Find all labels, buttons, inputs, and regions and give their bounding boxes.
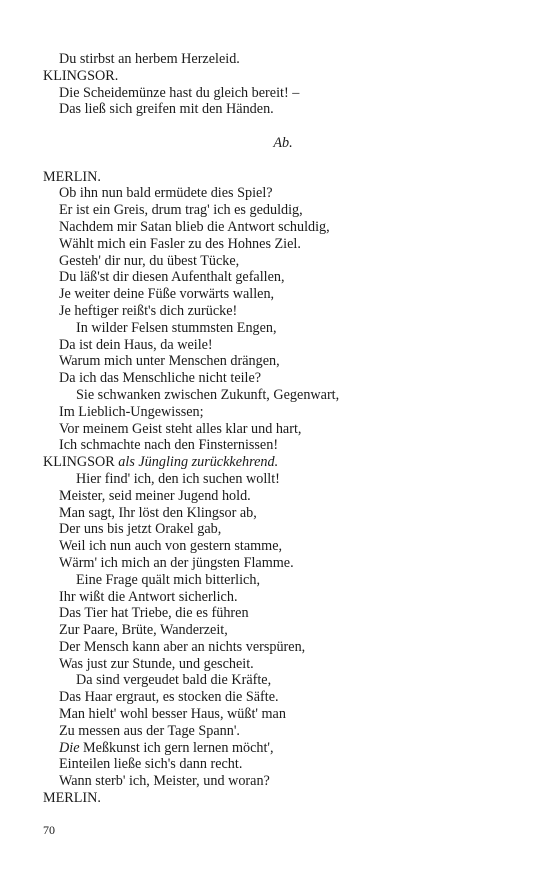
verse-line <box>43 555 523 572</box>
line-text: KLINGSOR. <box>43 67 119 84</box>
line-text: Die Scheidemünze hast du gleich bereit! – <box>59 84 300 101</box>
verse-line <box>43 656 523 673</box>
line-text: Du stirbst an herbem Herzeleid. <box>59 51 240 67</box>
line-text: Gesteh' dir nur, du übest Tücke, <box>59 252 240 269</box>
speaker-name <box>43 169 523 186</box>
line-text: Der Mensch kann aber an nichts verspüren, <box>59 638 306 655</box>
speaker-name <box>43 68 523 85</box>
line-text: Man hielt' wohl besser Haus, wüßt' man <box>59 706 286 723</box>
page-number: 70 <box>43 823 55 837</box>
speaker-name <box>43 454 523 471</box>
line-text: Meister, seid meiner Jugend hold. <box>59 487 251 504</box>
verse-line <box>43 521 523 538</box>
line-text: Wann sterb' ich, Meister, und woran? <box>59 773 270 790</box>
line-text: Sie schwanken zwischen Zukunft, Gegenwart, <box>76 386 340 403</box>
line-text: Eine Frage quält mich bitterlich, <box>76 571 260 588</box>
verse-line <box>43 253 523 270</box>
verse-line <box>43 639 523 656</box>
verse-line <box>43 85 523 102</box>
verse-line <box>43 572 523 589</box>
verse-line <box>43 471 523 488</box>
verse-line <box>43 101 523 118</box>
verse-line <box>43 756 523 773</box>
line-text: Hier find' ich, den ich suchen wollt! <box>76 470 280 487</box>
line-text: Zu messen aus der Tage Spann'. <box>59 722 240 739</box>
verse-line <box>43 773 523 790</box>
line-text: Was just zur Stunde, und gescheit. <box>59 655 254 672</box>
verse-line <box>43 337 523 354</box>
line-text: Das ließ sich greifen mit den Händen. <box>59 101 274 118</box>
line-text: In wilder Felsen stummsten Engen, <box>76 319 277 336</box>
line-text: Er ist ein Greis, drum trag' ich es geduldig, <box>59 202 303 219</box>
line-text: Weil ich nun auch von gestern stamme, <box>59 538 283 555</box>
verse-line <box>43 488 523 505</box>
line-text: Da sind vergeudet bald die Kräfte, <box>76 672 272 689</box>
verse-line <box>43 51 523 68</box>
line-text: Wählt mich ein Fasler zu des Hohnes Ziel. <box>59 235 301 252</box>
line-text: Der uns bis jetzt Orakel gab, <box>59 521 222 538</box>
line-text: MERLIN. <box>43 168 101 185</box>
line-text: Du läß'st dir diesen Aufenthalt gefallen, <box>59 269 285 286</box>
verse-line <box>43 236 523 253</box>
verse-line <box>43 437 523 454</box>
verse-line <box>43 320 523 337</box>
verse-line <box>43 286 523 303</box>
verse-line <box>43 672 523 689</box>
blank-line <box>43 118 523 135</box>
verse-line <box>43 421 523 438</box>
line-text: Ab. <box>273 134 293 151</box>
verse-line <box>43 622 523 639</box>
verse-line <box>43 269 523 286</box>
line-text: Je heftiger reißt's dich zurücke! <box>59 302 238 319</box>
verse-line <box>43 185 523 202</box>
line-text: KLINGSOR <box>43 454 119 471</box>
line-text: Da ich das Menschliche nicht teile? <box>59 370 262 387</box>
line-text: Ich schmachte nach den Finsternissen! <box>59 437 279 454</box>
line-text: Meßkunst ich gern lernen möcht', <box>79 739 274 756</box>
line-text: Vor meinem Geist steht alles klar und hart, <box>59 420 302 437</box>
line-text: Im Lieblich-Ungewissen; <box>59 403 204 420</box>
verse-line <box>43 370 523 387</box>
verse-line <box>43 605 523 622</box>
line-text: Das Haar ergraut, es stocken die Säfte. <box>59 689 279 706</box>
line-text: MERLIN. <box>43 790 101 807</box>
line-text: Ob ihn nun bald ermüdete dies Spiel? <box>59 185 273 202</box>
verse-line <box>43 387 523 404</box>
verse-line <box>43 706 523 723</box>
stage-direction-inline: als Jüngling zurückkehrend. <box>118 454 279 471</box>
line-text: Zur Paare, Brüte, Wanderzeit, <box>59 622 228 639</box>
verse-line <box>43 202 523 219</box>
verse-line <box>43 740 523 757</box>
verse-line <box>43 689 523 706</box>
verse-line <box>43 589 523 606</box>
line-text: Man sagt, Ihr löst den Klingsor ab, <box>59 504 257 521</box>
line-text: Das Tier hat Triebe, die es führen <box>59 605 249 622</box>
line-text: Nachdem mir Satan blieb die Antwort schuldig, <box>59 218 330 235</box>
blank-line <box>43 152 523 169</box>
line-text: Warum mich unter Menschen drängen, <box>59 353 280 370</box>
line-text: Einteilen ließe sich's dann recht. <box>59 756 243 773</box>
verse-line <box>43 404 523 421</box>
play-text-block <box>43 51 523 807</box>
verse-line <box>43 219 523 236</box>
line-text: Je weiter deine Füße vorwärts wallen, <box>59 286 275 303</box>
line-text: Ihr wißt die Antwort sicherlich. <box>59 588 238 605</box>
speaker-name <box>43 790 523 807</box>
line-text: Da ist dein Haus, da weile! <box>59 336 213 353</box>
verse-line <box>43 538 523 555</box>
verse-line <box>43 303 523 320</box>
stage-direction <box>43 135 523 152</box>
verse-line <box>43 723 523 740</box>
emphasized-word: Die <box>59 739 80 756</box>
line-text: Wärm' ich mich an der jüngsten Flamme. <box>59 554 294 571</box>
verse-line <box>43 353 523 370</box>
verse-line <box>43 505 523 522</box>
